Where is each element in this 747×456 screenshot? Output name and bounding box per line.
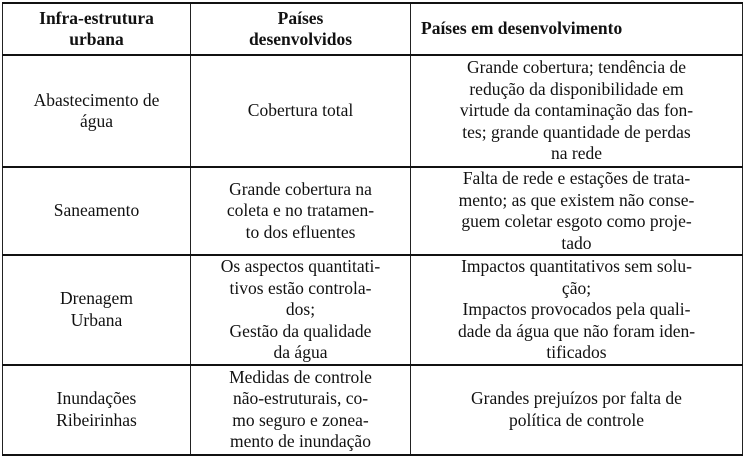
header-developing-line: Países em desenvolvimento	[421, 18, 623, 39]
cell-line: redução da disponibilidade em	[469, 78, 684, 99]
table-row	[3, 365, 743, 455]
table-row	[3, 167, 743, 255]
cell-developing	[411, 365, 743, 455]
cell-infrastructure	[3, 167, 191, 255]
cell-line: to dos efluentes	[245, 221, 356, 242]
cell-line: dos;	[285, 299, 316, 319]
cell-line: Impactos provocados pela quali-	[462, 299, 691, 319]
cell-line: ção;	[561, 277, 592, 298]
header-row	[3, 3, 743, 55]
cell-developed	[191, 167, 411, 255]
header-developed-line: desenvolvidos	[248, 29, 353, 49]
cell-line: mento; as que existem não conse-	[458, 189, 695, 210]
cell-line: mo seguro e zonea-	[232, 409, 369, 430]
cell-line: água	[79, 111, 114, 131]
header-developed-line: Países	[277, 7, 324, 28]
header-infra	[3, 3, 191, 55]
cell-line: Drenagem	[60, 288, 133, 309]
cell-line: política de controle	[508, 409, 645, 430]
header-infra-line: urbana	[69, 29, 124, 49]
cell-line: Gestão da qualidade	[229, 320, 372, 341]
cell-line: tivos estão controla-	[229, 277, 372, 298]
cell-line: Medidas de controle	[229, 366, 372, 387]
header-infra-line: Infra-estrutura	[39, 7, 154, 28]
cell-infrastructure	[3, 55, 191, 167]
cell-line: da água	[273, 342, 328, 362]
cell-developing	[411, 55, 743, 167]
cell-infrastructure	[3, 255, 191, 365]
table-row	[3, 255, 743, 365]
cell-developing	[411, 167, 743, 255]
cell-line: na rede	[550, 143, 602, 164]
cell-line: Grandes prejuízos por falta de	[471, 388, 682, 408]
cell-line: Ribeirinhas	[56, 409, 137, 430]
cell-line: Cobertura total	[247, 100, 354, 121]
cell-infrastructure	[3, 365, 191, 455]
table-row	[3, 55, 743, 167]
infrastructure-comparison-table	[2, 2, 743, 456]
cell-line: Saneamento	[53, 200, 140, 221]
cell-developed	[191, 365, 411, 455]
cell-line: guem coletar esgoto como proje-	[461, 211, 692, 231]
cell-line: Abastecimento de	[33, 89, 160, 110]
cell-line: tado	[561, 232, 592, 253]
cell-line: Inundações	[56, 388, 137, 408]
cell-line: Falta de rede e estações de trata-	[462, 168, 691, 188]
cell-developed	[191, 255, 411, 365]
cell-line: mento de inundação	[230, 431, 371, 451]
cell-developing	[411, 255, 743, 365]
header-developed	[191, 3, 411, 55]
cell-line: Impactos quantitativos sem solu-	[461, 256, 692, 276]
cell-line: não-estruturais, co-	[232, 388, 369, 408]
cell-line: dade da água que não foram iden-	[457, 320, 696, 341]
cell-developed	[191, 55, 411, 167]
header-developing	[411, 3, 743, 55]
cell-line: tificados	[546, 342, 607, 362]
cell-line: Urbana	[70, 309, 123, 330]
cell-line: Grande cobertura; tendência de	[466, 57, 687, 78]
cell-line: Os aspectos quantitati-	[220, 256, 381, 276]
cell-line: Grande cobertura na	[229, 178, 372, 199]
cell-line: tes; grande quantidade de perdas	[462, 121, 691, 142]
cell-line: coleta e no tratamen-	[226, 200, 375, 221]
cell-line: virtude da contaminação das fon-	[459, 100, 694, 121]
